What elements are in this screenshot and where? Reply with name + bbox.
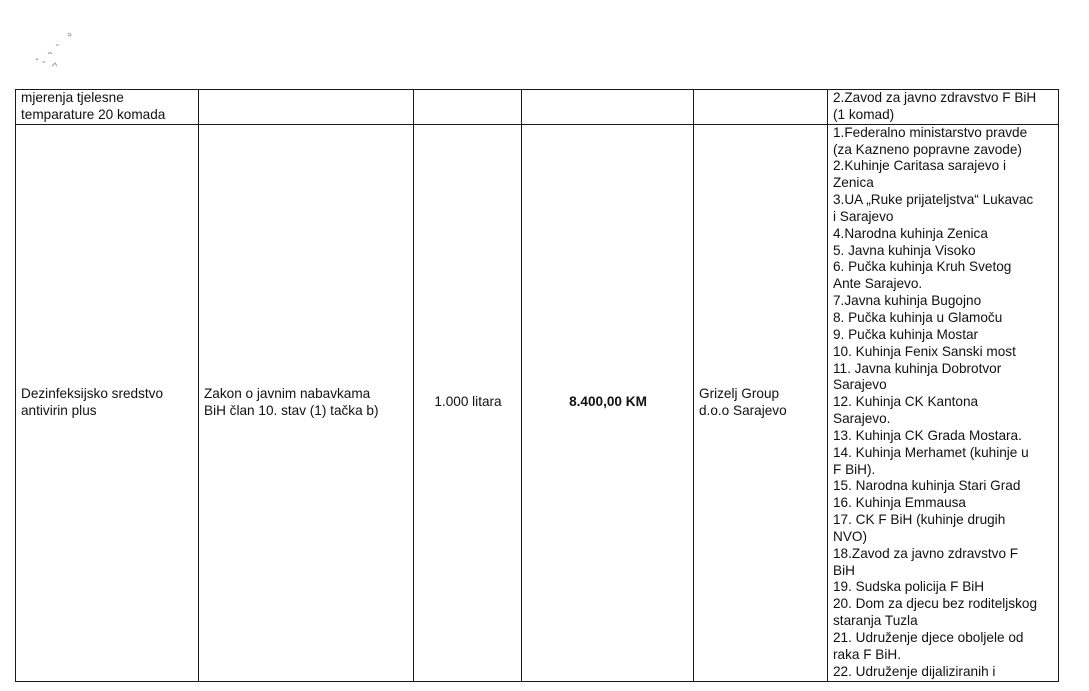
recipient-line: 16. Kuhinja Emmausa bbox=[833, 495, 966, 511]
recipient-line: 12. Kuhinja CK Kantona bbox=[833, 394, 979, 410]
recipients-cell bbox=[828, 124, 1059, 681]
recipient-line: Ante Sarajevo. bbox=[833, 276, 923, 292]
recipient-line: 6. Pučka kuhinja Kruh Svetog bbox=[833, 259, 1012, 275]
supplier-line: d.o.o Sarajevo bbox=[699, 402, 787, 418]
recipient-line: Sarajevo bbox=[833, 377, 887, 393]
recipient-line: 2.Kuhinje Caritasa sarajevo i bbox=[833, 158, 1007, 174]
recipient-line: F BiH). bbox=[833, 461, 876, 477]
legal-basis-line: Zakon o javnim nabavkama bbox=[204, 385, 371, 401]
recipient-line: Sarajevo. bbox=[833, 411, 891, 427]
item-line: antivirin plus bbox=[21, 402, 97, 418]
recipient-line: 21. Udruženje djece oboljele od bbox=[833, 630, 1024, 645]
recipient-line: 17. CK F BiH (kuhinje drugih bbox=[833, 512, 1006, 528]
recipient-line: 20. Dom za djecu bez roditeljskog bbox=[833, 596, 1038, 612]
recipient-line: staranja Tuzla bbox=[833, 613, 918, 629]
recipient-line: 5. Javna kuhinja Visoko bbox=[833, 242, 976, 258]
recipient-line: 10. Kuhinja Fenix Sanski most bbox=[833, 343, 1016, 359]
supplier-cell bbox=[694, 90, 828, 125]
supplier-cell bbox=[694, 124, 828, 681]
legal-basis-cell bbox=[199, 90, 414, 125]
legal-basis-cell bbox=[199, 124, 414, 681]
scan-artifact-marks bbox=[28, 24, 88, 74]
recipient-line: 8. Pučka kuhinja u Glamoču bbox=[833, 309, 1003, 325]
quantity-cell bbox=[414, 90, 522, 125]
procurement-table bbox=[15, 89, 1059, 682]
recipient-line: 15. Narodna kuhinja Stari Grad bbox=[833, 478, 1021, 494]
recipient-line: NVO) bbox=[833, 528, 867, 544]
item-line: temparature 20 komada bbox=[21, 106, 166, 122]
recipient-line: 19. Sudska policija F BiH bbox=[833, 579, 985, 595]
quantity-cell: 1.000 litara bbox=[414, 124, 522, 681]
item-line: Dezinfeksijsko sredstvo bbox=[21, 385, 164, 401]
recipient-line: 11. Javna kuhinja Dobrotvor bbox=[833, 360, 1002, 376]
value-cell bbox=[522, 90, 694, 125]
recipient-line: 2.Zavod za javno zdravstvo F BiH bbox=[833, 90, 1037, 105]
recipient-line: raka F BiH. bbox=[833, 646, 901, 662]
value-cell: 8.400,00 KM bbox=[522, 124, 694, 681]
recipient-line: (1 komad) bbox=[833, 106, 895, 122]
table-row bbox=[16, 124, 1059, 681]
recipient-line: 22. Udruženje dijaliziranih i bbox=[833, 663, 996, 679]
table-row bbox=[16, 90, 1059, 125]
recipient-line: 13. Kuhinja CK Grada Mostara. bbox=[833, 427, 1022, 443]
legal-basis-line: BiH član 10. stav (1) tačka b) bbox=[204, 402, 379, 418]
supplier-line: Grizelj Group bbox=[699, 385, 780, 401]
recipient-line: 14. Kuhinja Merhamet (kuhinje u bbox=[833, 444, 1029, 460]
recipients-cell bbox=[828, 90, 1059, 125]
recipient-line: i Sarajevo bbox=[833, 208, 894, 224]
recipient-line: 18.Zavod za javno zdravstvo F bbox=[833, 545, 1019, 561]
item-cell bbox=[16, 90, 199, 125]
recipient-line: (za Kazneno popravne zavode) bbox=[833, 141, 1022, 157]
recipient-line: 3.UA „Ruke prijateljstva“ Lukavac bbox=[833, 192, 1034, 208]
recipient-line: 9. Pučka kuhinja Mostar bbox=[833, 326, 979, 342]
item-cell bbox=[16, 124, 199, 681]
recipient-line: BiH bbox=[833, 562, 855, 578]
item-line: mjerenja tjelesne bbox=[21, 90, 124, 105]
recipient-line: 1.Federalno ministarstvo pravde bbox=[833, 124, 1028, 140]
recipient-line: Zenica bbox=[833, 175, 874, 191]
recipient-line: 7.Javna kuhinja Bugojno bbox=[833, 293, 982, 309]
recipient-line: 4.Narodna kuhinja Zenica bbox=[833, 225, 988, 241]
